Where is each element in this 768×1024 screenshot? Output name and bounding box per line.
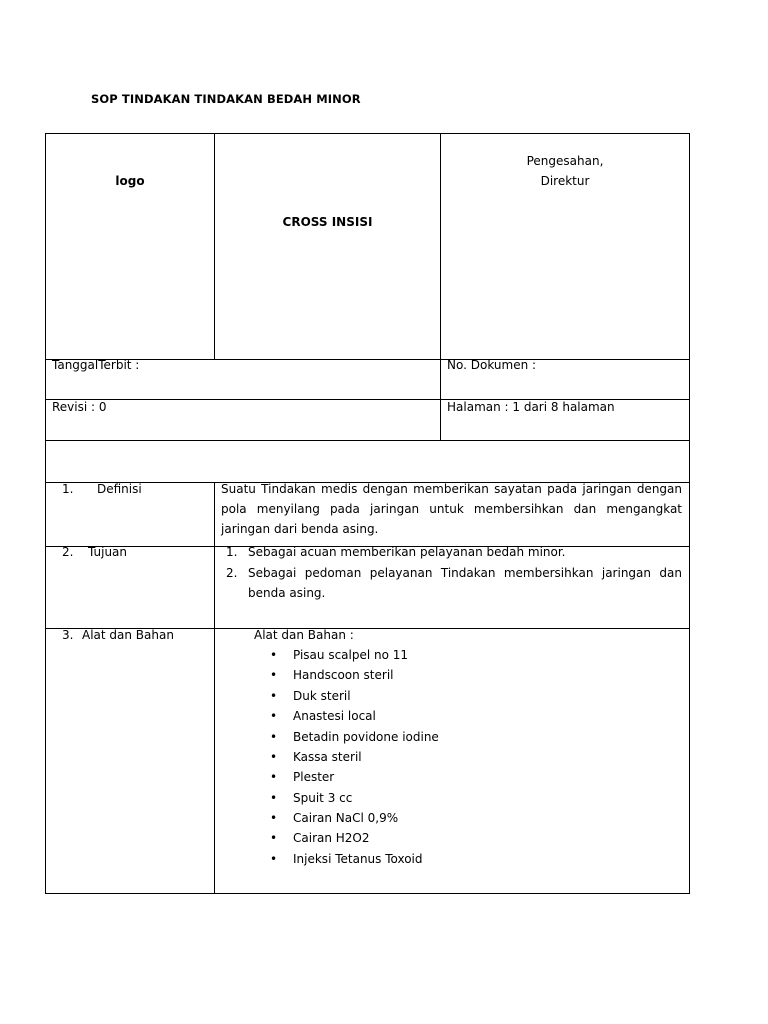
section-number: 3. xyxy=(62,628,74,642)
divider xyxy=(45,440,690,441)
bullet-icon: • xyxy=(270,750,278,764)
section-label-purpose: Tujuan xyxy=(88,545,128,559)
bullet-icon: • xyxy=(270,770,278,784)
bullet-icon: • xyxy=(270,730,278,744)
purpose-item-text: Sebagai pedoman pelayanan Tindakan membersihkan jaringan dan benda asing. xyxy=(248,566,682,600)
definition-text: Suatu Tindakan medis dengan memberikan sayatan pada jaringan dengan pola menyilang pada jaringan untuk membersihkan dan mengangkat jaringan dari benda asing. xyxy=(221,482,682,536)
list-item: Betadin povidone iodine xyxy=(293,730,439,744)
purpose-item-number: 1. xyxy=(226,545,238,559)
page-count-label: Halaman : 1 dari 8 halaman xyxy=(447,400,615,414)
approval-label: Pengesahan, xyxy=(526,154,604,168)
list-item: Cairan H2O2 xyxy=(293,831,370,845)
section-label-definition: Definisi xyxy=(97,482,142,496)
section-label-tools: Alat dan Bahan xyxy=(82,628,174,642)
table-border-left xyxy=(45,133,46,894)
logo-placeholder: logo xyxy=(115,174,145,188)
divider xyxy=(214,482,215,894)
procedure-title: CROSS INSISI xyxy=(282,215,373,229)
table-border-right xyxy=(689,133,690,894)
list-item: Cairan NaCl 0,9% xyxy=(293,811,399,825)
bullet-icon: • xyxy=(270,689,278,703)
document-number-label: No. Dokumen : xyxy=(447,358,537,372)
list-item: Duk steril xyxy=(293,689,351,703)
approval-title: Direktur xyxy=(540,174,590,188)
list-item: Anastesi local xyxy=(293,709,376,723)
section-number: 1. xyxy=(62,482,74,496)
list-item: Plester xyxy=(293,770,335,784)
bullet-icon: • xyxy=(270,668,278,682)
bullet-icon: • xyxy=(270,831,278,845)
list-item: Spuit 3 cc xyxy=(293,791,353,805)
bullet-icon: • xyxy=(270,709,278,723)
divider xyxy=(214,133,215,360)
document-title: SOP TINDAKAN TINDAKAN BEDAH MINOR xyxy=(91,92,361,106)
section-number: 2. xyxy=(62,545,74,559)
divider xyxy=(45,359,690,360)
bullet-icon: • xyxy=(270,811,278,825)
tools-heading: Alat dan Bahan : xyxy=(254,628,354,642)
purpose-item-number: 2. xyxy=(226,566,238,580)
table-border-bottom xyxy=(45,893,690,894)
list-item: Pisau scalpel no 11 xyxy=(293,648,409,662)
issue-date-label: TanggalTerbit : xyxy=(52,358,140,372)
revision-label: Revisi : 0 xyxy=(52,400,107,414)
table-border-top xyxy=(45,133,690,134)
purpose-item-text: Sebagai acuan memberikan pelayanan bedah minor. xyxy=(248,545,566,559)
bullet-icon: • xyxy=(270,852,278,866)
list-item: Kassa steril xyxy=(293,750,362,764)
list-item: Injeksi Tetanus Toxoid xyxy=(293,852,423,866)
bullet-icon: • xyxy=(270,791,278,805)
list-item: Handscoon steril xyxy=(293,668,394,682)
bullet-icon: • xyxy=(270,648,278,662)
